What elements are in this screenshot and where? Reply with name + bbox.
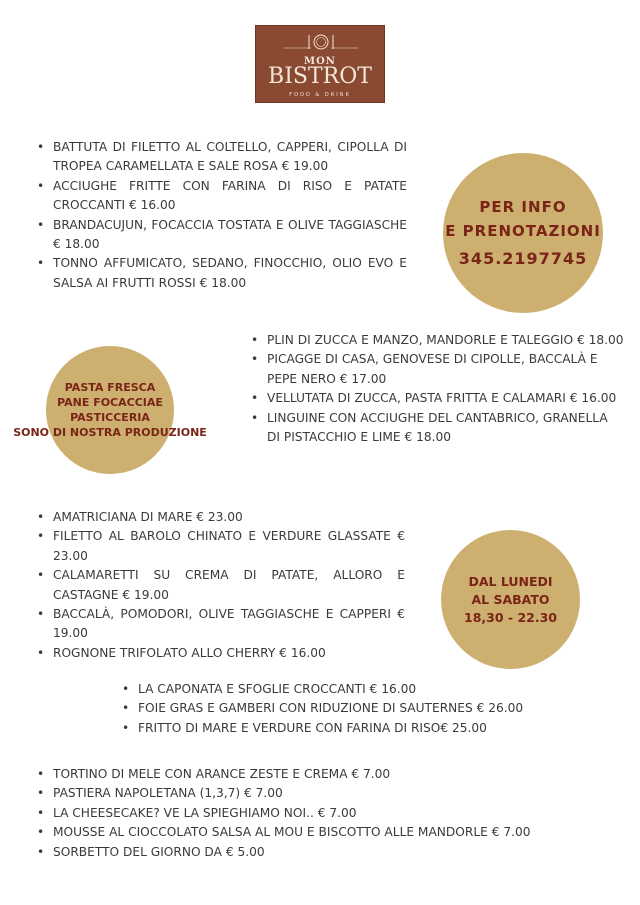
logo-tagline: FOOD & DRINK [289, 92, 351, 98]
list-item: • CALAMARETTI SU CREMA DI PATATE, ALLORO E CASTAGNE € 19.00 [35, 566, 405, 605]
pasta-line-2: PANE FOCACCIAE [57, 396, 163, 409]
list-item: • BACCALÀ, POMODORI, OLIVE TAGGIASCHE E CAPPERI € 19.00 [35, 605, 405, 644]
list-item: • LA CAPONATA E SFOGLIE CROCCANTI € 16.00 [120, 680, 590, 699]
list-item: • PASTIERA NAPOLETANA (1,3,7) € 7.00 [35, 784, 625, 803]
list-item: • VELLUTATA DI ZUCCA, PASTA FRITTA E CALAMARI € 16.00 [249, 389, 624, 408]
info-subtitle: E PRENOTAZIONI [445, 222, 601, 240]
list-item: • BATTUTA DI FILETTO AL COLTELLO, CAPPERI, CIPOLLA DI TROPEA CARAMELLATA E SALE ROSA € 19.00 [35, 138, 407, 177]
list-item: • SORBETTO DEL GIORNO DA € 5.00 [35, 843, 625, 862]
list-item: • ROGNONE TRIFOLATO ALLO CHERRY € 16.00 [35, 644, 405, 663]
plate-cutlery-icon [256, 31, 386, 51]
primi-list [249, 331, 624, 447]
dolci-list [35, 765, 625, 862]
list-item: • PICAGGE DI CASA, GENOVESE DI CIPOLLE, BACCALÀ E PEPE NERO € 17.00 [249, 350, 624, 389]
list-item: • FOIE GRAS E GAMBERI CON RIDUZIONE DI SAUTERNES € 26.00 [120, 699, 590, 718]
list-item: • TORTINO DI MELE CON ARANCE ZESTE E CREMA € 7.00 [35, 765, 625, 784]
list-item: • AMATRICIANA DI MARE € 23.00 [35, 508, 405, 527]
hours-times: 18,30 - 22.30 [464, 609, 557, 625]
list-item: • FRITTO DI MARE E VERDURE CON FARINA DI RISO€ 25.00 [120, 719, 590, 738]
specials-list [120, 680, 590, 738]
list-item: • LA CHEESECAKE? VE LA SPIEGHIAMO NOI.. € 7.00 [35, 804, 625, 823]
secondi-list [35, 508, 405, 663]
info-title: PER INFO [479, 198, 567, 216]
logo-mon: MON [304, 56, 336, 67]
hours-line-1: DAL LUNEDI [468, 573, 553, 589]
pasta-line-4: SONO DI NOSTRA PRODUZIONE [13, 426, 207, 439]
list-item: • PLIN DI ZUCCA E MANZO, MANDORLE E TALEGGIO € 18.00 [249, 331, 624, 350]
pasta-circle [13, 346, 207, 474]
list-item: • BRANDACUJUN, FOCACCIA TOSTATA E OLIVE TAGGIASCHE € 18.00 [35, 216, 407, 255]
info-phone: 345.2197745 [458, 249, 588, 268]
logo-name: BISTROT [268, 64, 372, 89]
info-circle [443, 153, 603, 313]
list-item: • FILETTO AL BAROLO CHINATO E VERDURE GLASSATE € 23.00 [35, 527, 405, 566]
list-item: • ACCIUGHE FRITTE CON FARINA DI RISO E PATATE CROCCANTI € 16.00 [35, 177, 407, 216]
list-item: • TONNO AFFUMICATO, SEDANO, FINOCCHIO, OLIO EVO E SALSA AI FRUTTI ROSSI € 18.00 [35, 254, 407, 293]
hours-circle [441, 530, 580, 669]
hours-line-2: AL SABATO [471, 591, 550, 607]
pasta-line-3: PASTICCERIA [70, 411, 150, 424]
list-item: • LINGUINE CON ACCIUGHE DEL CANTABRICO, GRANELLA DI PISTACCHIO E LIME € 18.00 [249, 409, 624, 448]
antipasti-list [35, 138, 407, 293]
pasta-line-1: PASTA FRESCA [64, 381, 156, 394]
logo [255, 25, 385, 103]
list-item: • MOUSSE AL CIOCCOLATO SALSA AL MOU E BISCOTTO ALLE MANDORLE € 7.00 [35, 823, 625, 842]
